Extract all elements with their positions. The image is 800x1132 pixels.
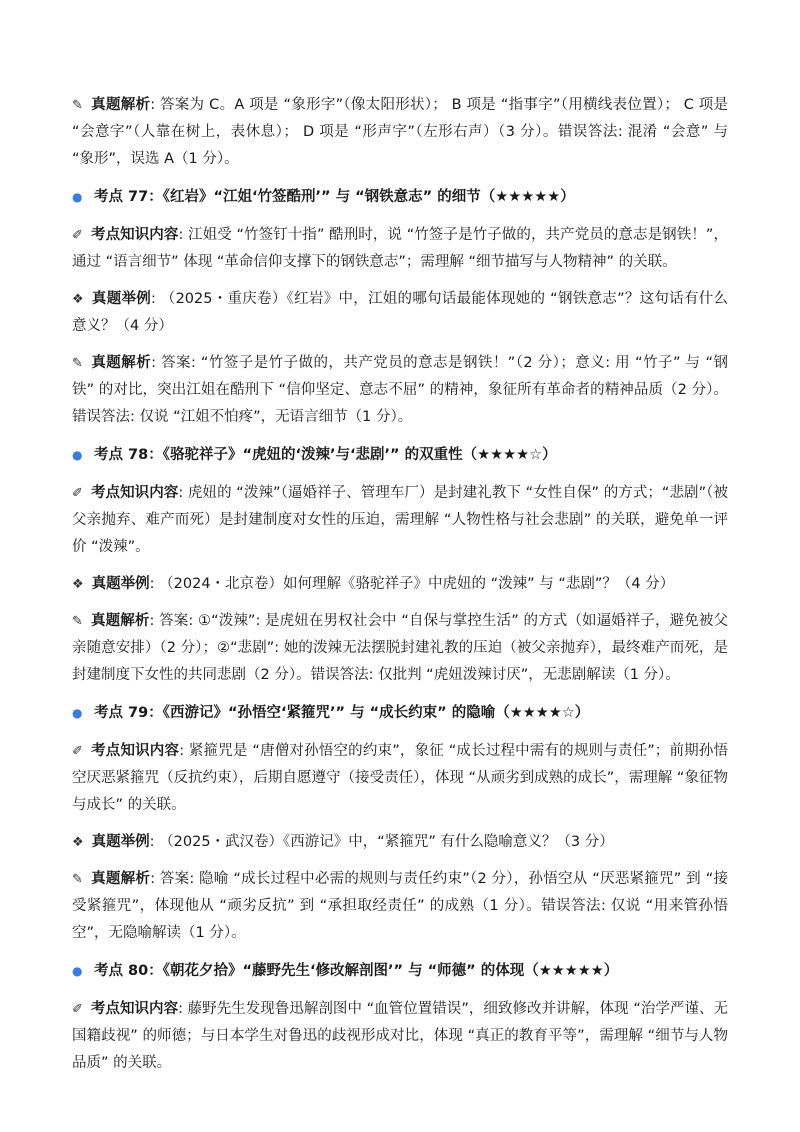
analysis-paragraph	[72, 866, 728, 947]
pencil-icon: ✎	[72, 872, 83, 887]
analysis-paragraph	[72, 608, 728, 689]
diamond-icon: ❖	[72, 292, 84, 307]
analysis-label: 真题解析	[90, 97, 151, 113]
analysis-text: : 答案: “竹签子是竹子做的，共产党员的意志是钢铁！”（2 分）；意义: 用 “竹子” 与 “钢铁” 的对比，突出江姐在酷刑下 “信仰坚定、意志不屈” 的精神，象征所有革命者的精神品质（2 分）。错误答法: 仅说 “江姐不怕疼”，无语言细节（1 分）。	[72, 355, 729, 425]
bullet-icon: ●	[72, 706, 83, 720]
exam-point-title: 考点 79：《西游记》“孙悟空‘紧箍咒’” 与 “成长约束” 的隐喻（★★★★☆）	[94, 705, 590, 721]
exam-point-heading	[72, 700, 728, 727]
knowledge-text: : 藤野先生发现鲁迅解剖图中 “血管位置错误”，细致修改并讲解，体现 “治学严谨、无国籍歧视” 的师德；与日本学生对鲁迅的歧视形成对比，体现 “真正的教育平等”，需理解 “细节与人物品质” 的关联。	[72, 1001, 728, 1071]
exam-point-heading	[72, 184, 728, 211]
knowledge-label: 考点知识内容	[90, 1001, 179, 1017]
edit-pencil-icon: ✐	[72, 744, 83, 759]
example-paragraph	[72, 571, 728, 598]
analysis-text: : 答案: 隐喻 “成长过程中必需的规则与责任约束”（2 分），孙悟空从 “厌恶紧箍咒” 到 “接受紧箍咒”，体现他从 “顽劣反抗” 到 “承担取经责任” 的成熟（1 分）。错误答法: 仅说 “用来管孙悟空”，无隐喻解读（1 分）。	[72, 871, 728, 941]
example-paragraph	[72, 829, 728, 856]
knowledge-label: 考点知识内容	[90, 227, 179, 243]
diamond-icon: ❖	[72, 577, 84, 592]
bullet-icon: ●	[72, 448, 83, 462]
example-paragraph	[72, 286, 728, 340]
edit-pencil-icon: ✐	[72, 228, 83, 243]
knowledge-paragraph	[72, 222, 728, 276]
analysis-paragraph	[72, 92, 728, 173]
diamond-icon: ❖	[72, 835, 84, 850]
example-text: : （2024・北京卷）如何理解《骆驼祥子》中虎妞的 “泼辣” 与 “悲剧”？（4 分）	[149, 576, 675, 592]
exam-point-title: 考点 80：《朝花夕拾》“藤野先生‘修改解剖图’” 与 “师德” 的体现（★★★★★）	[94, 963, 619, 979]
knowledge-text: : 江姐受 “竹签钉十指” 酷刑时，说 “竹签子是竹子做的，共产党员的意志是钢铁！”，通过 “语言细节” 体现 “革命信仰支撑下的钢铁意志”；需理解 “细节描写与人物精神” 的关联。	[72, 227, 729, 270]
analysis-label: 真题解析	[90, 613, 150, 629]
knowledge-label: 考点知识内容	[90, 743, 180, 759]
example-text: : （2025・武汉卷）《西游记》中，“紧箍咒” 有什么隐喻意义？（3 分）	[149, 834, 614, 850]
exam-point-title: 考点 77：《红岩》“江姐‘竹签酷刑’” 与 “钢铁意志” 的细节（★★★★★）	[94, 189, 575, 205]
analysis-paragraph	[72, 350, 728, 431]
knowledge-text: : 虎妞的 “泼辣”（逼婚祥子、管理车厂）是封建礼教下 “女性自保” 的方式；“悲剧”（被父亲抛弃、难产而死）是封建制度对女性的压迫，需理解 “人物性格与社会悲剧” 的关联，避免单一评价 “泼辣”。	[72, 485, 729, 555]
analysis-label: 真题解析	[90, 355, 152, 371]
analysis-text: : 答案: ①“泼辣”: 是虎妞在男权社会中 “自保与掌控生活” 的方式（如逼婚祥子，避免被父亲随意安排）（2 分）；②“悲剧”: 她的泼辣无法摆脱封建礼教的压迫（被父亲抛弃），最终难产而死，是封建制度下女性的共同悲剧（2 分）。错误答法: 仅批判 “虎妞泼辣讨厌”，无悲剧解读（1 分）。	[72, 613, 729, 683]
example-label: 真题举例	[91, 576, 150, 592]
pencil-icon: ✎	[72, 356, 83, 371]
analysis-text: : 答案为 C。A 项是 “象形字”（像太阳形状）； B 项是 “指事字”（用横线表位置）； C 项是 “会意字”（人靠在树上，表休息）； D 项是 “形声字”（左形右声）（3 分）。错误答法: 混淆 “会意” 与 “象形”，误选 A（1 分）。	[72, 97, 729, 167]
knowledge-paragraph	[72, 996, 728, 1077]
bullet-icon: ●	[72, 190, 83, 204]
edit-pencil-icon: ✐	[72, 486, 83, 501]
exam-point-title: 考点 78：《骆驼祥子》“虎妞的‘泼辣’与‘悲剧’” 的双重性（★★★★☆）	[94, 447, 557, 463]
bullet-icon: ●	[72, 964, 83, 978]
example-text: : （2025・重庆卷）《红岩》中，江姐的哪句话最能体现她的 “钢铁意志”？这句话有什么意义？（4 分）	[72, 291, 728, 334]
exam-point-heading	[72, 958, 728, 985]
knowledge-text: : 紧箍咒是 “唐僧对孙悟空的约束”，象征 “成长过程中需有的规则与责任”；前期孙悟空厌恶紧箍咒（反抗约束），后期自愿遵守（接受责任），体现 “从顽劣到成熟的成长”，需理解 “象征物与成长” 的关联。	[72, 743, 729, 813]
knowledge-paragraph	[72, 738, 728, 819]
pencil-icon: ✎	[72, 98, 83, 113]
example-label: 真题举例	[91, 834, 150, 850]
pencil-icon: ✎	[72, 614, 83, 629]
knowledge-paragraph	[72, 480, 728, 561]
exam-point-heading	[72, 442, 728, 469]
edit-pencil-icon: ✐	[72, 1002, 83, 1017]
analysis-label: 真题解析	[90, 871, 151, 887]
example-label: 真题举例	[91, 291, 152, 307]
knowledge-label: 考点知识内容	[90, 485, 179, 501]
